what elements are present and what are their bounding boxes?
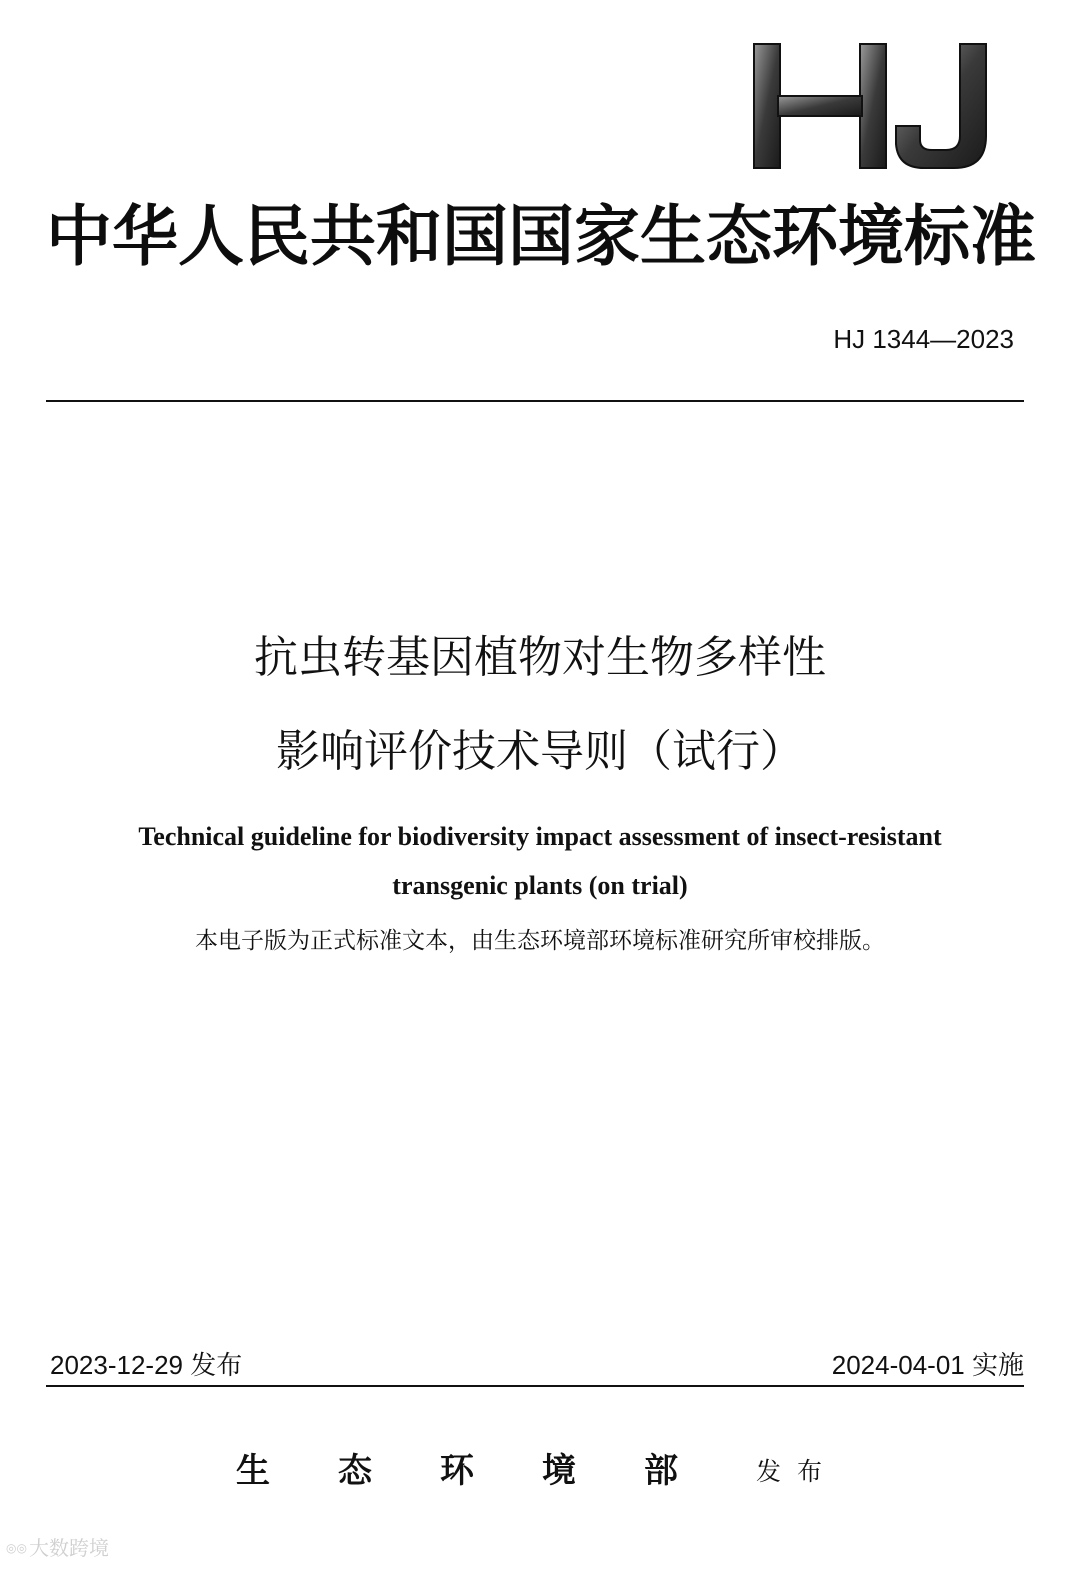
issue-date: 2023-12-29 发布 bbox=[50, 1350, 243, 1380]
implementation-date: 2024-04-01 实施 bbox=[831, 1350, 1024, 1380]
hj-letter-j bbox=[896, 44, 986, 168]
title-cn-line1: 抗虫转基因植物对生物多样性 bbox=[254, 632, 826, 683]
bottom-divider bbox=[46, 1385, 1024, 1387]
publish-verb: 发布 bbox=[756, 1457, 839, 1486]
edition-note: 本电子版为正式标准文本，由生态环境部环境标准研究所审校排版。 bbox=[195, 928, 885, 954]
watermark-text: 大数跨境 bbox=[28, 1536, 109, 1560]
watermark-logo-icon: ◎◎ bbox=[6, 1541, 27, 1555]
title-cn-line2: 影响评价技术导则（试行） bbox=[276, 726, 804, 777]
title-en-line2: transgenic plants (on trial) bbox=[392, 871, 688, 900]
top-divider bbox=[46, 400, 1024, 402]
title-en-line1: Technical guideline for biodiversity impact assessment of insect-resistant bbox=[138, 822, 942, 851]
hj-logo-graphic bbox=[748, 40, 998, 175]
watermark bbox=[6, 1534, 109, 1562]
publisher-name: 生态环境部 bbox=[236, 1451, 746, 1491]
hj-logo bbox=[748, 40, 998, 175]
hj-letter-h bbox=[754, 44, 886, 168]
agency-title: 中华人民共和国国家生态环境标准 bbox=[46, 197, 1036, 275]
standard-number: HJ 1344—2023 bbox=[833, 324, 1014, 354]
